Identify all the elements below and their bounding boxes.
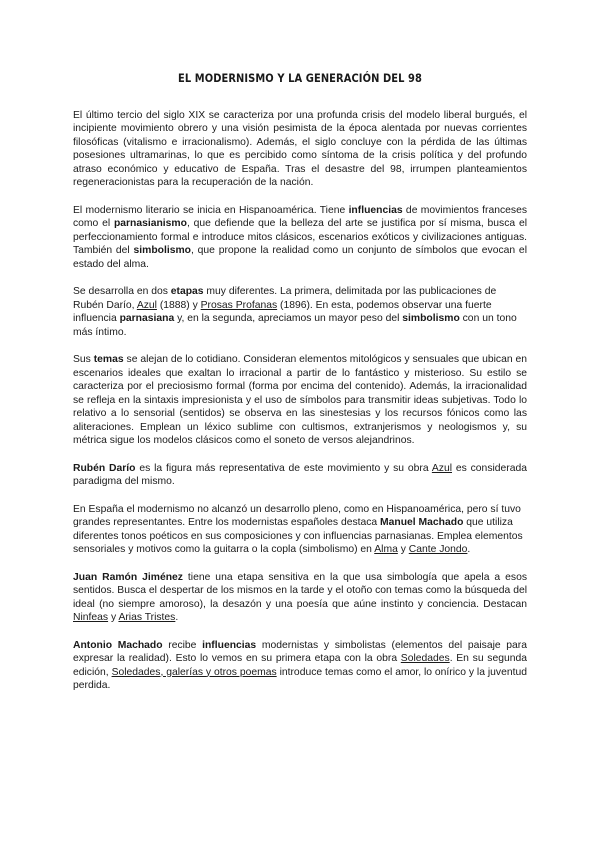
text-run: (1888) y (156, 299, 201, 311)
bold-term: influencias (202, 639, 257, 651)
text-run: . En su segunda edición, (73, 653, 527, 678)
text-run: , que defiende que la belleza del arte se justifica por sí misma, busca el perfeccionamiento formal e introduce mitos clásicos, escenarios exóticos y civilizaciones antiguas. También del (73, 218, 527, 256)
paragraph-ruben-dario (73, 462, 527, 489)
text-run: . (175, 612, 179, 623)
work-title: Azul (431, 462, 452, 474)
work-title: Soledades, galerías y otros poemas (111, 666, 277, 678)
text-run: introduce temas como el amor, lo onírico y la juventud perdida. (73, 666, 527, 691)
text-run: y, en la segunda, apreciamos un mayor peso del (174, 313, 403, 324)
text-run: , que propone la realidad como un conjunto de símbolos que evocan el estado del alma. (73, 245, 527, 270)
bold-term: Juan Ramón Jiménez (73, 571, 183, 583)
bold-term: simbolismo (402, 313, 460, 324)
text-run: (1896). En esta, podemos observar una fuerte influencia (73, 299, 492, 324)
text-run: recibe (162, 639, 203, 651)
work-title: Ninfeas (73, 612, 109, 623)
bold-term: temas (93, 354, 124, 365)
bold-term: simbolismo (133, 245, 191, 256)
text-run: Sus (73, 354, 94, 365)
text-run: es la figura más representativa de este movimiento y su obra (135, 462, 432, 474)
work-title: Prosas Profanas (200, 299, 278, 311)
text-run: En España el modernismo no alcanzó un desarrollo pleno, como en Hispanoamérica, pero sí tuvo grandes representantes. Entre los modernistas españoles destaca (73, 503, 521, 528)
text-run: y (108, 612, 119, 623)
work-title: Cante Jondo (408, 544, 468, 555)
text-run: que utiliza diferentes tonos poéticos en sus composiciones y con influencias parnasianas. Emplea elementos sensoriales y motivos como la guitarra o la copla (simbolismo) en (73, 517, 523, 555)
bold-term: Antonio Machado (73, 639, 163, 651)
work-title: Alma (374, 544, 398, 555)
text-run: modernistas y simbolistas (elementos del paisaje para expresar la realidad). Esto lo vemos en su primera etapa con la obra (73, 639, 528, 664)
paragraph-themes (73, 353, 527, 448)
text-run: con un tono más íntimo. (73, 313, 517, 338)
text-run: Se desarrolla en dos (73, 286, 171, 297)
bold-term: Manuel Machado (380, 517, 464, 528)
text-run: . (467, 544, 471, 555)
text-run: tiene una etapa sensitiva en la que usa simbología que apela a esos sentidos. Busca el despertar de los mismos en la tarde y el otoño con temas como la búsqueda del ideal (no siempre amoroso), la desazón y una poesía que aúne instinto y conciencia. Destacan (73, 571, 527, 610)
text-run: y (397, 544, 409, 555)
text-run: se alejan de lo cotidiano. Consideran elementos mitológicos y sensuales que ubican en escenarios ideales que exaltan lo irracional a partir de lo fantástico y misterioso. Su estilo se caracteriza por el preciosismo formal (forma por encima del contenido). Además, la irracionalidad se refleja en la sintaxis impresionista y el uso de símbolos para transmitir ideas subjetivas. Todo lo relativo a lo sensorial (sentidos) se observa en las sinestesias y los recursos fónicos como las aliteraciones. Emplean un léxico sublime con cultismos, extranjerismos y neologismos y, su métrica sigue los modelos clásicos como el soneto de versos alejandrinos. (73, 354, 527, 446)
text-run: El modernismo literario se inicia en Hispanoamérica. Tiene (73, 204, 349, 216)
paragraph-origins (73, 204, 527, 272)
text-run: es considerada paradigma del mismo. (73, 462, 527, 487)
document-title: EL MODERNISMO Y LA GENERACIÓN DEL 98 (178, 71, 422, 85)
paragraph-spain (73, 503, 527, 557)
text-run: de movimientos franceses como el (73, 204, 527, 229)
bold-term: influencias (348, 204, 403, 216)
paragraph-context: El último tercio del siglo XIX se caracteriza por una profunda crisis del modelo liberal burgués, el incipiente movimiento obrero y una visión pesimista de la época alentada por nuevas corrientes filosóficas (vitalismo e irracionalismo). Además, el siglo concluye con la pérdida de las últimas posesiones ultramarinas, lo que es percibido como síntoma de la crisis política y del profundo atraso económico y educativo de España. Tras el desastre del 98, irrumpen planteamientos regeneracionistas para la recuperación de la nación. (73, 109, 527, 188)
bold-term: parnasianismo (113, 218, 187, 229)
paragraph-stages (73, 285, 527, 339)
bold-term: Rubén Darío (73, 462, 136, 474)
work-title: Soledades (400, 653, 450, 664)
bold-term: parnasiana (119, 313, 175, 324)
work-title: Azul (136, 299, 157, 311)
text-run: muy diferentes. La primera, delimitada por las publicaciones de Rubén Darío, (73, 286, 497, 311)
paragraph-juan-ramon-jimenez (73, 571, 527, 625)
work-title: Arias Tristes (118, 612, 176, 623)
paragraph-antonio-machado (73, 639, 527, 693)
bold-term: etapas (170, 286, 204, 297)
